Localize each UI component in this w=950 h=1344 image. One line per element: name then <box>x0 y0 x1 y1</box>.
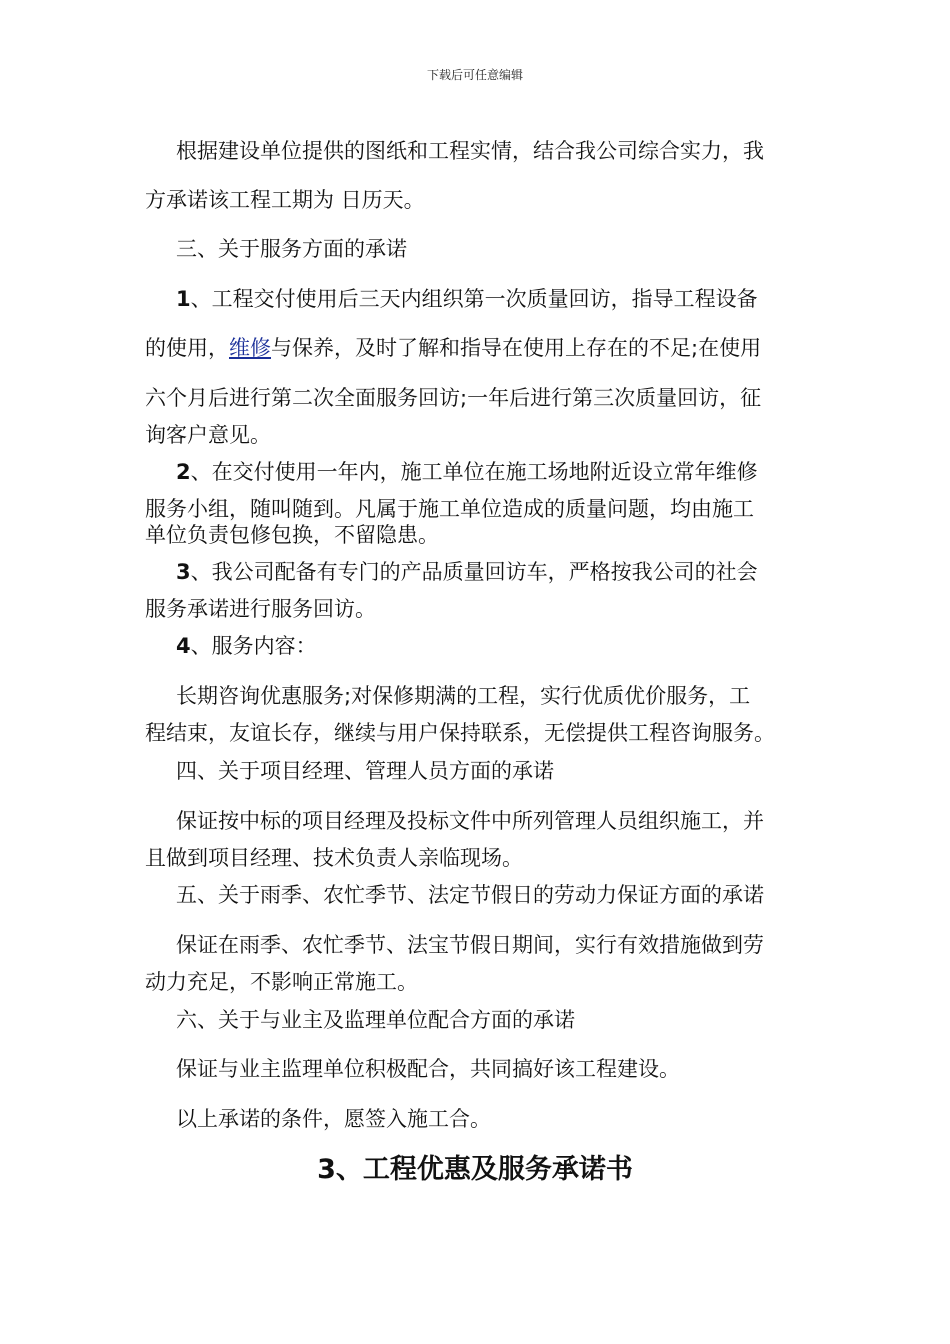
line-text: 的使用， <box>145 336 229 360</box>
paragraph-line <box>176 459 758 485</box>
paragraph-line: 以上承诺的条件，愿签入施工合。 <box>176 1107 491 1131</box>
paragraph-line <box>145 335 761 361</box>
section-heading: 五、关于雨季、农忙季节、法定节假日的劳动力保证方面的承诺 <box>176 883 764 907</box>
paragraph-line <box>176 559 758 585</box>
paragraph-line: 单位负责包修包换，不留隐患。 <box>145 523 439 547</box>
item-number: 4 <box>176 634 191 658</box>
paragraph-line: 且做到项目经理、技术负责人亲临现场。 <box>145 846 523 870</box>
page-header: 下载后可任意编辑 <box>426 68 523 82</box>
item-number: 3 <box>176 560 191 584</box>
paragraph-line: 服务承诺进行服务回访。 <box>145 597 376 621</box>
paragraph-line <box>176 286 758 312</box>
paragraph-line: 六个月后进行第二次全面服务回访;一年后进行第三次质量回访，征 <box>145 386 762 410</box>
item-number: 1 <box>176 287 191 311</box>
paragraph-line: 服务小组，随叫随到。凡属于施工单位造成的质量问题，均由施工 <box>145 497 754 521</box>
document-title: 3、工程优惠及服务承诺书 <box>317 1154 633 1185</box>
section-heading: 六、关于与业主及监理单位配合方面的承诺 <box>176 1008 575 1032</box>
paragraph-line: 动力充足，不影响正常施工。 <box>145 970 418 994</box>
section-heading: 三、关于服务方面的承诺 <box>176 237 407 261</box>
paragraph-line <box>176 633 317 659</box>
item-number: 2 <box>176 460 191 484</box>
paragraph-line: 根据建设单位提供的图纸和工程实情，结合我公司综合实力，我 <box>176 139 764 163</box>
paragraph-line: 方承诺该工程工期为 日历天。 <box>145 188 425 212</box>
item-text: 、在交付使用一年内，施工单位在施工场地附近设立常年维修 <box>190 460 758 484</box>
paragraph-line: 保证与业主监理单位积极配合，共同搞好该工程建设。 <box>176 1057 680 1081</box>
paragraph-line: 长期咨询优惠服务;对保修期满的工程，实行优质优价服务，工 <box>176 684 751 708</box>
paragraph-line: 询客户意见。 <box>145 423 271 447</box>
paragraph-line: 保证按中标的项目经理及投标文件中所列管理人员组织施工，并 <box>176 809 764 833</box>
paragraph-line: 保证在雨季、农忙季节、法宝节假日期间，实行有效措施做到劳 <box>176 933 764 957</box>
line-text: 与保养，及时了解和指导在使用上存在的不足;在使用 <box>271 336 762 360</box>
section-heading: 四、关于项目经理、管理人员方面的承诺 <box>176 759 554 783</box>
paragraph-line: 程结束，友谊长存，继续与用户保持联系，无偿提供工程咨询服务。 <box>145 721 775 745</box>
item-text: 、服务内容： <box>190 634 317 658</box>
item-text: 、工程交付使用后三天内组织第一次质量回访，指导工程设备 <box>190 287 758 311</box>
maintenance-link[interactable]: 维修 <box>229 336 271 360</box>
item-text: 、我公司配备有专门的产品质量回访车，严格按我公司的社会 <box>190 560 758 584</box>
